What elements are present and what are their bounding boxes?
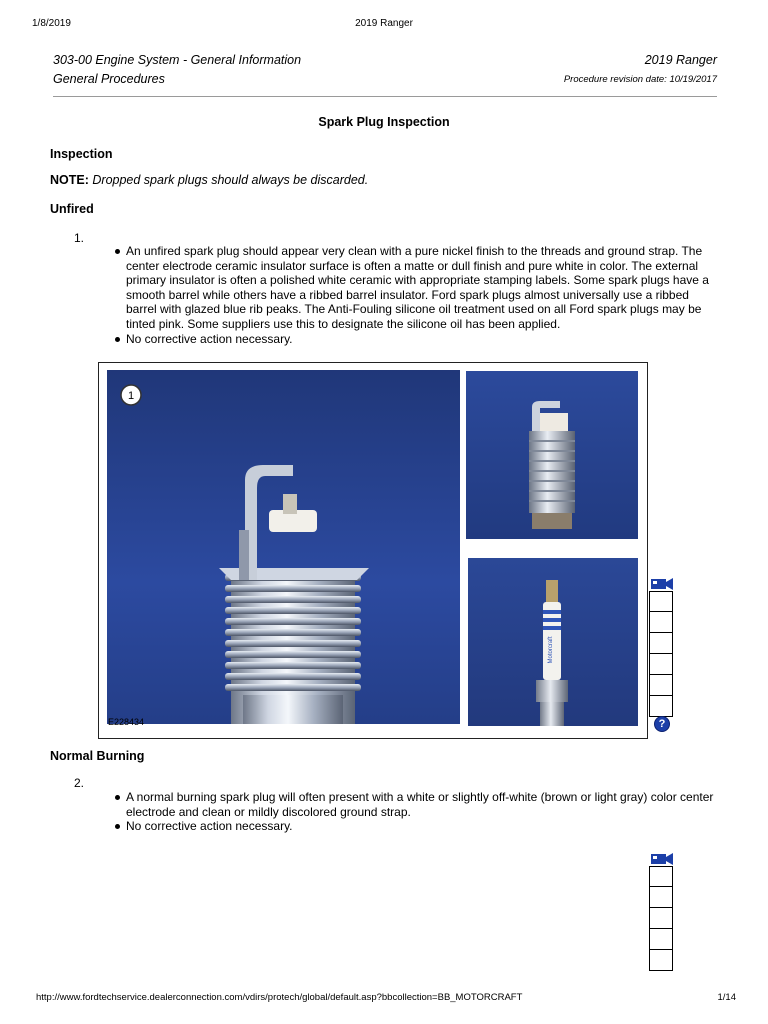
figure-toolstrip	[649, 852, 675, 971]
video-camera-icon[interactable]	[649, 852, 675, 866]
section-title: 303-00 Engine System - General Information	[53, 53, 302, 67]
list-item: A normal burning spark plug will often present with a white or slightly off-white (brown or light gray) color center electrode and clean or mildly discolored ground strap.	[112, 790, 722, 819]
page-number: 1/14	[717, 992, 736, 1003]
unfired-bullet-list	[112, 244, 722, 346]
procedure-category: General Procedures	[53, 72, 165, 86]
plug-tip-photo	[466, 371, 638, 539]
revision-date: Procedure revision date: 10/19/2017	[563, 74, 717, 85]
toolstrip-cell[interactable]	[649, 866, 673, 887]
toolstrip-cell[interactable]	[649, 591, 673, 612]
note	[50, 173, 368, 187]
note-text: Dropped spark plugs should always be discarded.	[92, 173, 369, 187]
print-title: 2019 Ranger	[355, 18, 413, 29]
help-icon[interactable]: ?	[654, 716, 670, 732]
inspection-heading: Inspection	[50, 147, 113, 161]
toolstrip-cell[interactable]	[649, 908, 673, 929]
video-camera-icon[interactable]	[649, 577, 675, 591]
page-title: Spark Plug Inspection	[318, 115, 450, 129]
step-number: 2.	[74, 776, 85, 790]
normal-burning-heading: Normal Burning	[50, 749, 145, 763]
print-header	[32, 18, 736, 32]
print-date: 1/8/2019	[32, 18, 71, 29]
full-plug-photo	[468, 558, 638, 726]
toolstrip-cell[interactable]	[649, 675, 673, 696]
print-footer	[36, 992, 736, 1006]
unfired-heading: Unfired	[50, 202, 94, 216]
figure-toolstrip	[649, 577, 675, 717]
callout-number: 1	[127, 390, 135, 402]
toolstrip-cell[interactable]	[649, 887, 673, 908]
normal-burning-bullet-list	[112, 790, 722, 834]
figure-id: E228434	[108, 717, 145, 727]
note-label: NOTE:	[50, 173, 89, 187]
list-item: No corrective action necessary.	[112, 332, 722, 347]
spark-plug-figure	[98, 362, 648, 739]
list-item: No corrective action necessary.	[112, 819, 722, 834]
toolstrip-cell[interactable]	[649, 696, 673, 717]
page-url: http://www.fordtechservice.dealerconnection.com/vdirs/protech/global/default.asp?bbcollection=BB_MOTORCRAFT	[36, 992, 523, 1003]
toolstrip-cell[interactable]	[649, 654, 673, 675]
vehicle-name: 2019 Ranger	[644, 53, 717, 67]
step-number: 1.	[74, 231, 85, 245]
toolstrip-cell[interactable]	[649, 633, 673, 654]
list-item: An unfired spark plug should appear very clean with a pure nickel finish to the threads and ground strap. The center electrode ceramic insulator surface is often a matte or dull finish and pure white in color. The external primary insulator is often a polished white ceramic with appropriate stamping labels. Some spark plugs have a smooth barrel while others have a ribbed barrel insulator. Ford spark plugs almost universally use a ribbed barrel with glazed blue rib peaks. The Anti-Fouling silicone oil treatment used on all Ford spark plugs may be tinted pink. Some suppliers use this to designate the silicone oil has been applied.	[112, 244, 722, 332]
callout-marker	[119, 383, 143, 407]
document-header	[53, 53, 717, 97]
toolstrip-cell[interactable]	[649, 929, 673, 950]
unfired-plug-closeup-photo	[107, 370, 460, 724]
insulator-label: Motorcraft	[548, 636, 554, 664]
toolstrip-cell[interactable]	[649, 950, 673, 971]
toolstrip-cell[interactable]	[649, 612, 673, 633]
